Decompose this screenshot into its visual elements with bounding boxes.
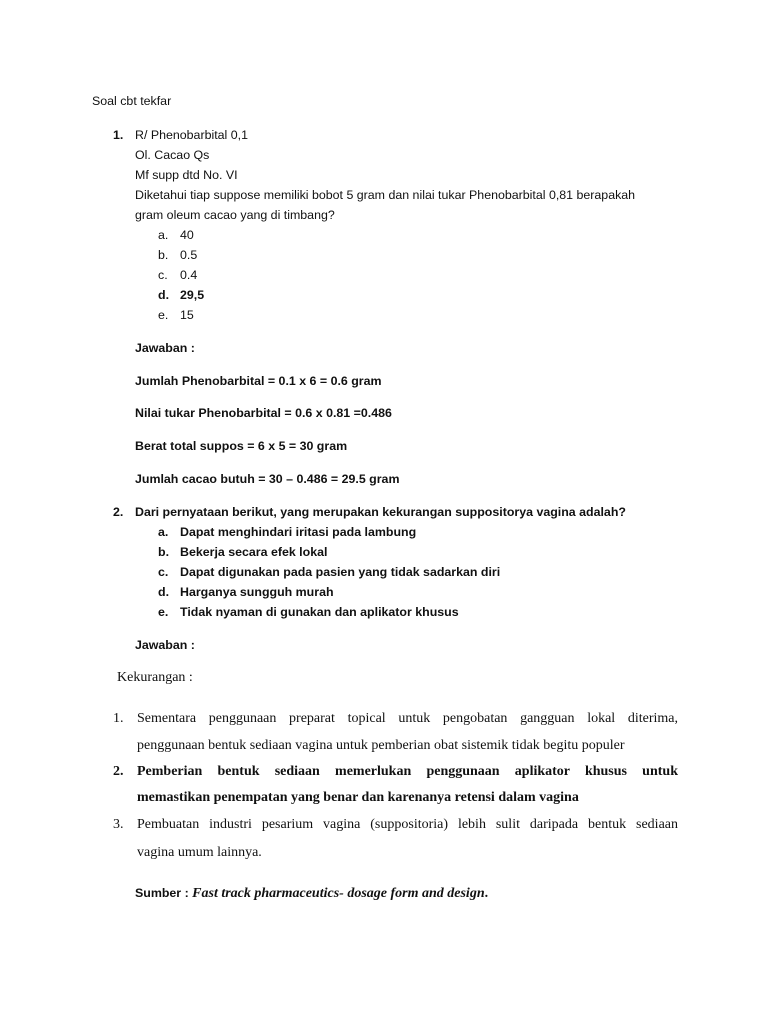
answer-step: Jumlah cacao butuh = 30 – 0.486 = 29.5 gram <box>135 472 400 486</box>
question-1-ingredient-line: Ol. Cacao Qs <box>135 148 210 162</box>
question-1-question-line-2: gram oleum cacao yang di timbang? <box>135 208 335 222</box>
list-item-line: vagina umum lainnya. <box>137 845 262 860</box>
option-letter: d. <box>158 585 170 599</box>
option-text: 0.4 <box>180 268 198 282</box>
option-letter: b. <box>158 248 169 262</box>
option-text: Dapat menghindari iritasi pada lambung <box>180 525 417 539</box>
question-1-number: 1. <box>113 128 124 142</box>
list-item-line: Pembuatan industri pesarium vagina (suppositoria) lebih sulit daripada bentuk sediaan <box>137 817 678 832</box>
answer-step: Jumlah Phenobarbital = 0.1 x 6 = 0.6 gram <box>135 374 382 388</box>
list-number: 2. <box>113 764 124 779</box>
option-letter: a. <box>158 228 169 242</box>
section-heading: Kekurangan : <box>117 670 193 685</box>
option-text: 29,5 <box>180 288 205 302</box>
list-item-line: Sementara penggunaan preparat topical untuk pengobatan gangguan lokal diterima, <box>137 711 678 726</box>
question-1-question-line: Diketahui tiap suppose memiliki bobot 5 gram dan nilai tukar Phenobarbital 0,81 berapakah <box>135 188 636 202</box>
option-letter: a. <box>158 525 169 539</box>
answer-step: Nilai tukar Phenobarbital = 0.6 x 0.81 =0.486 <box>135 406 392 420</box>
source-title: Fast track pharmaceutics- dosage form and design <box>192 886 485 901</box>
question-2-text: Dari pernyataan berikut, yang merupakan kekurangan suppositorya vagina adalah? <box>135 505 626 519</box>
option-text: Dapat digunakan pada pasien yang tidak sadarkan diri <box>180 565 501 579</box>
source-end: . <box>484 886 489 901</box>
option-letter: e. <box>158 605 169 619</box>
option-letter: c. <box>158 268 168 282</box>
list-number: 1. <box>113 711 124 726</box>
option-text: Bekerja secara efek lokal <box>180 545 328 559</box>
option-text: 0.5 <box>180 248 198 262</box>
list-item-line: memastikan penempatan yang benar dan karenanya retensi dalam vagina <box>137 790 579 805</box>
list-item-line: Pemberian bentuk sediaan memerlukan penggunaan aplikator khusus untuk <box>137 764 678 779</box>
option-text: 40 <box>180 228 194 242</box>
list-item-line: penggunaan bentuk sediaan vagina untuk pemberian obat sistemik tidak begitu populer <box>137 738 625 753</box>
list-number: 3. <box>113 817 124 832</box>
option-text: Harganya sungguh murah <box>180 585 334 599</box>
question-2-number: 2. <box>113 505 124 519</box>
question-1-instruction-line: Mf supp dtd No. VI <box>135 168 238 182</box>
option-letter: e. <box>158 308 169 322</box>
option-letter: c. <box>158 565 169 579</box>
source-citation <box>135 883 488 903</box>
option-letter: b. <box>158 545 170 559</box>
source-label: Sumber : <box>135 886 193 900</box>
answer-step: Berat total suppos = 6 x 5 = 30 gram <box>135 439 348 453</box>
option-text: Tidak nyaman di gunakan dan aplikator khusus <box>180 605 459 619</box>
option-letter: d. <box>158 288 170 302</box>
answer-label: Jawaban : <box>135 341 195 355</box>
question-1-prescription-line: R/ Phenobarbital 0,1 <box>135 128 248 142</box>
option-text: 15 <box>180 308 194 322</box>
answer-label: Jawaban : <box>135 638 195 652</box>
document-title: Soal cbt tekfar <box>92 94 172 108</box>
